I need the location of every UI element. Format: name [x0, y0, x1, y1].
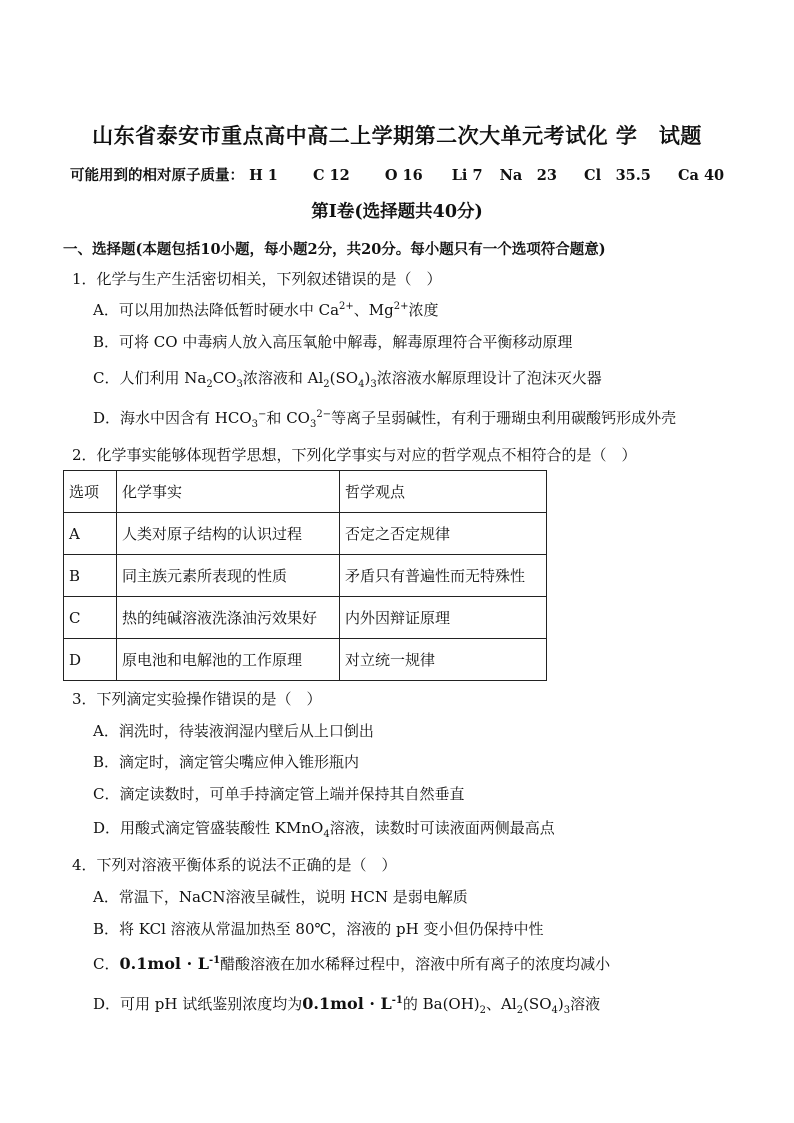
q3-option-c: C．滴定读数时，可单手持滴定管上端并保持其自然垂直 — [93, 785, 465, 803]
q2-stem: 2．化学事实能够体现哲学思想，下列化学事实与对应的哲学观点不相符合的是（ ） — [72, 446, 637, 464]
table-cell: 热的纯碱溶液洗涤油污效果好 — [117, 597, 340, 639]
table-header-cell: 化学事实 — [117, 471, 340, 513]
atomic-mass-label: 可能用到的相对原子质量： — [70, 167, 244, 184]
q3-option-a: A．润洗时，待装液润湿内壁后从上口倒出 — [93, 722, 374, 740]
table-cell: A — [64, 513, 117, 555]
atomic-mass-li: Li 7 — [451, 167, 483, 184]
atomic-mass-cl: Cl 35.5 — [584, 167, 651, 184]
q4-option-c: C．$0.1mol \cdot L^{-1}$醋酸溶液在加水稀释过程中，溶液中所有离子的浓度均减小 — [93, 954, 611, 973]
part-heading: 一、选择题(本题包括10小题，每小题2分，共20分。每小题只有一个选项符合题意) — [63, 241, 606, 258]
atomic-mass-na: Na 23 — [499, 167, 557, 184]
table-row — [64, 597, 547, 639]
q4-option-d: D．可用 pH 试纸鉴别浓度均为$0.1mol \cdot L^{-1}$的 $Ba(OH)_2$、$Al_2(SO_4)_3$溶液 — [93, 994, 601, 1016]
q1-option-d: D．海水中因含有 $HCO_3^-$和 $CO_3^{2-}$等离子呈弱碱性，有利于珊瑚虫利用碳酸钙形成外壳 — [93, 409, 677, 430]
table-cell: 人类对原子结构的认识过程 — [117, 513, 340, 555]
table-header-cell: 选项 — [64, 471, 117, 513]
table-row — [64, 513, 547, 555]
atomic-mass-c: C 12 — [312, 167, 350, 184]
q4-stem: 4．下列对溶液平衡体系的说法不正确的是（ ） — [72, 856, 397, 874]
table-row — [64, 555, 547, 597]
atomic-mass-ca: Ca 40 — [677, 167, 725, 184]
table-header-row — [64, 471, 547, 513]
atomic-mass-line — [70, 164, 724, 185]
table-cell: 否定之否定规律 — [340, 513, 547, 555]
q4-option-b: B．将 KCl 溶液从常温加热至 80℃，溶液的 pH 变小但仍保持中性 — [93, 920, 544, 938]
atomic-mass-h: H 1 — [249, 167, 278, 184]
q1-option-b: B．可将 CO 中毒病人放入高压氧舱中解毒，解毒原理符合平衡移动原理 — [93, 333, 573, 351]
philosophy-table — [63, 470, 547, 681]
q3-stem: 3．下列滴定实验操作错误的是（ ） — [72, 690, 322, 708]
atomic-mass-o: O 16 — [384, 167, 423, 184]
table-header-cell: 哲学观点 — [340, 471, 547, 513]
table-cell: 同主族元素所表现的性质 — [117, 555, 340, 597]
table-cell: C — [64, 597, 117, 639]
table-cell: D — [64, 639, 117, 681]
table-cell: 原电池和电解池的工作原理 — [117, 639, 340, 681]
q1-option-c: C．人们利用 $Na_2CO_3$浓溶液和 $Al_2(SO_4)_3$浓溶液水解原理设计了泡沫灭火器 — [93, 369, 602, 390]
q1-option-a: A．可以用加热法降低暂时硬水中 $Ca^{2+}$、$Mg^{2+}$浓度 — [93, 301, 439, 319]
table-cell: 对立统一规律 — [340, 639, 547, 681]
q4-option-a: A．常温下，NaCN溶液呈碱性，说明 HCN 是弱电解质 — [93, 888, 468, 906]
exam-title: 山东省泰安市重点高中高二上学期第二次大单元考试化 学 试题 — [92, 123, 702, 148]
q1-stem: 1．化学与生产生活密切相关，下列叙述错误的是（ ） — [72, 270, 442, 288]
table-cell: B — [64, 555, 117, 597]
table-cell: 矛盾只有普遍性而无特殊性 — [340, 555, 547, 597]
section-title: 第Ⅰ卷(选择题共40分) — [311, 202, 483, 222]
q3-option-b: B．滴定时，滴定管尖嘴应伸入锥形瓶内 — [93, 753, 360, 771]
q3-option-d: D．用酸式滴定管盛装酸性 KMnO$_4$溶液，读数时可读液面两侧最高点 — [93, 819, 555, 840]
table-row — [64, 639, 547, 681]
table-cell: 内外因辩证原理 — [340, 597, 547, 639]
